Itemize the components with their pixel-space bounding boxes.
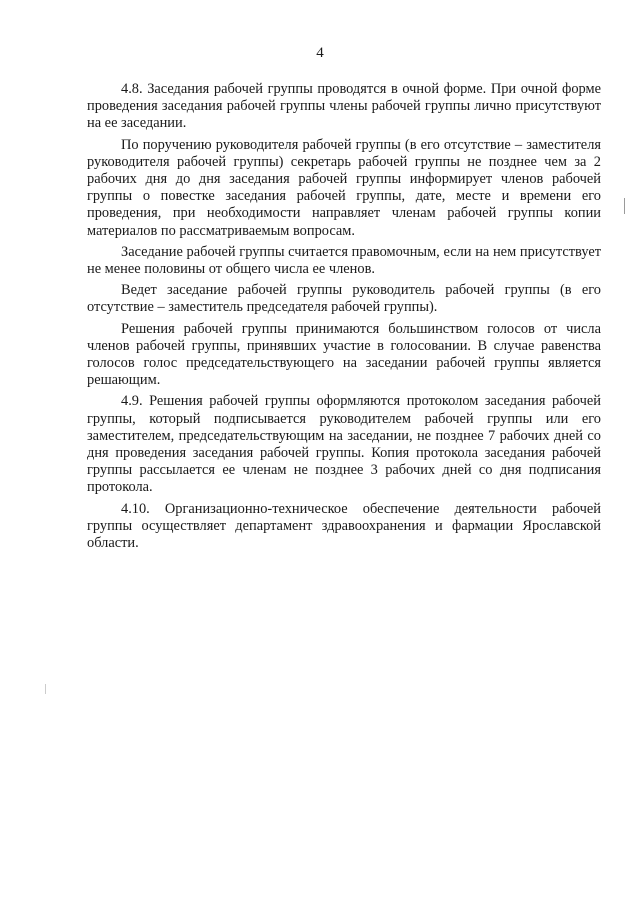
scan-artifact xyxy=(624,198,625,214)
paragraph-chair: Ведет заседание рабочей группы руководитель рабочей группы (в его отсутствие – заместитель председателя рабочей группы). xyxy=(87,282,601,316)
paragraph-4-9: 4.9. Решения рабочей группы оформляются протоколом заседания рабочей группы, который подписывается руководителем рабочей группы или его заместителем, председательствующим на заседании, не позднее 7 рабочих дней со дня проведения заседания рабочей группы. Копия протокола заседания рабочей группы рассылается ее членам не позднее 3 рабочих дней со дня подписания протокола. xyxy=(87,393,601,496)
page-number: 4 xyxy=(316,45,324,61)
paragraph-4-10: 4.10. Организационно-техническое обеспечение деятельности рабочей группы осуществляет департамент здравоохранения и фармации Ярославской области. xyxy=(87,500,601,552)
paragraph-decisions: Решения рабочей группы принимаются большинством голосов от числа членов рабочей группы, принявших участие в голосовании. В случае равенства голосов голос председательствующего на заседании рабочей группы является решающим. xyxy=(87,320,601,389)
paragraph-4-8: 4.8. Заседания рабочей группы проводятся в очной форме. При очной форме проведения заседания рабочей группы члены рабочей группы лично присутствуют на ее заседании. xyxy=(87,81,601,132)
document-body xyxy=(87,81,601,556)
paragraph-notification: По поручению руководителя рабочей группы (в его отсутствие – заместителя руководителя рабочей группы) секретарь рабочей группы не позднее чем за 2 рабочих дня до дня заседания рабочей группы информирует членов рабочей группы о повестке заседания рабочей группы, дате, месте и времени его проведения, при необходимости направляет членам рабочей группы копии материалов по рассматриваемым вопросам. xyxy=(87,136,601,239)
scan-artifact xyxy=(45,684,46,694)
paragraph-quorum: Заседание рабочей группы считается правомочным, если на нем присутствует не менее половины от общего числа ее членов. xyxy=(87,243,601,278)
